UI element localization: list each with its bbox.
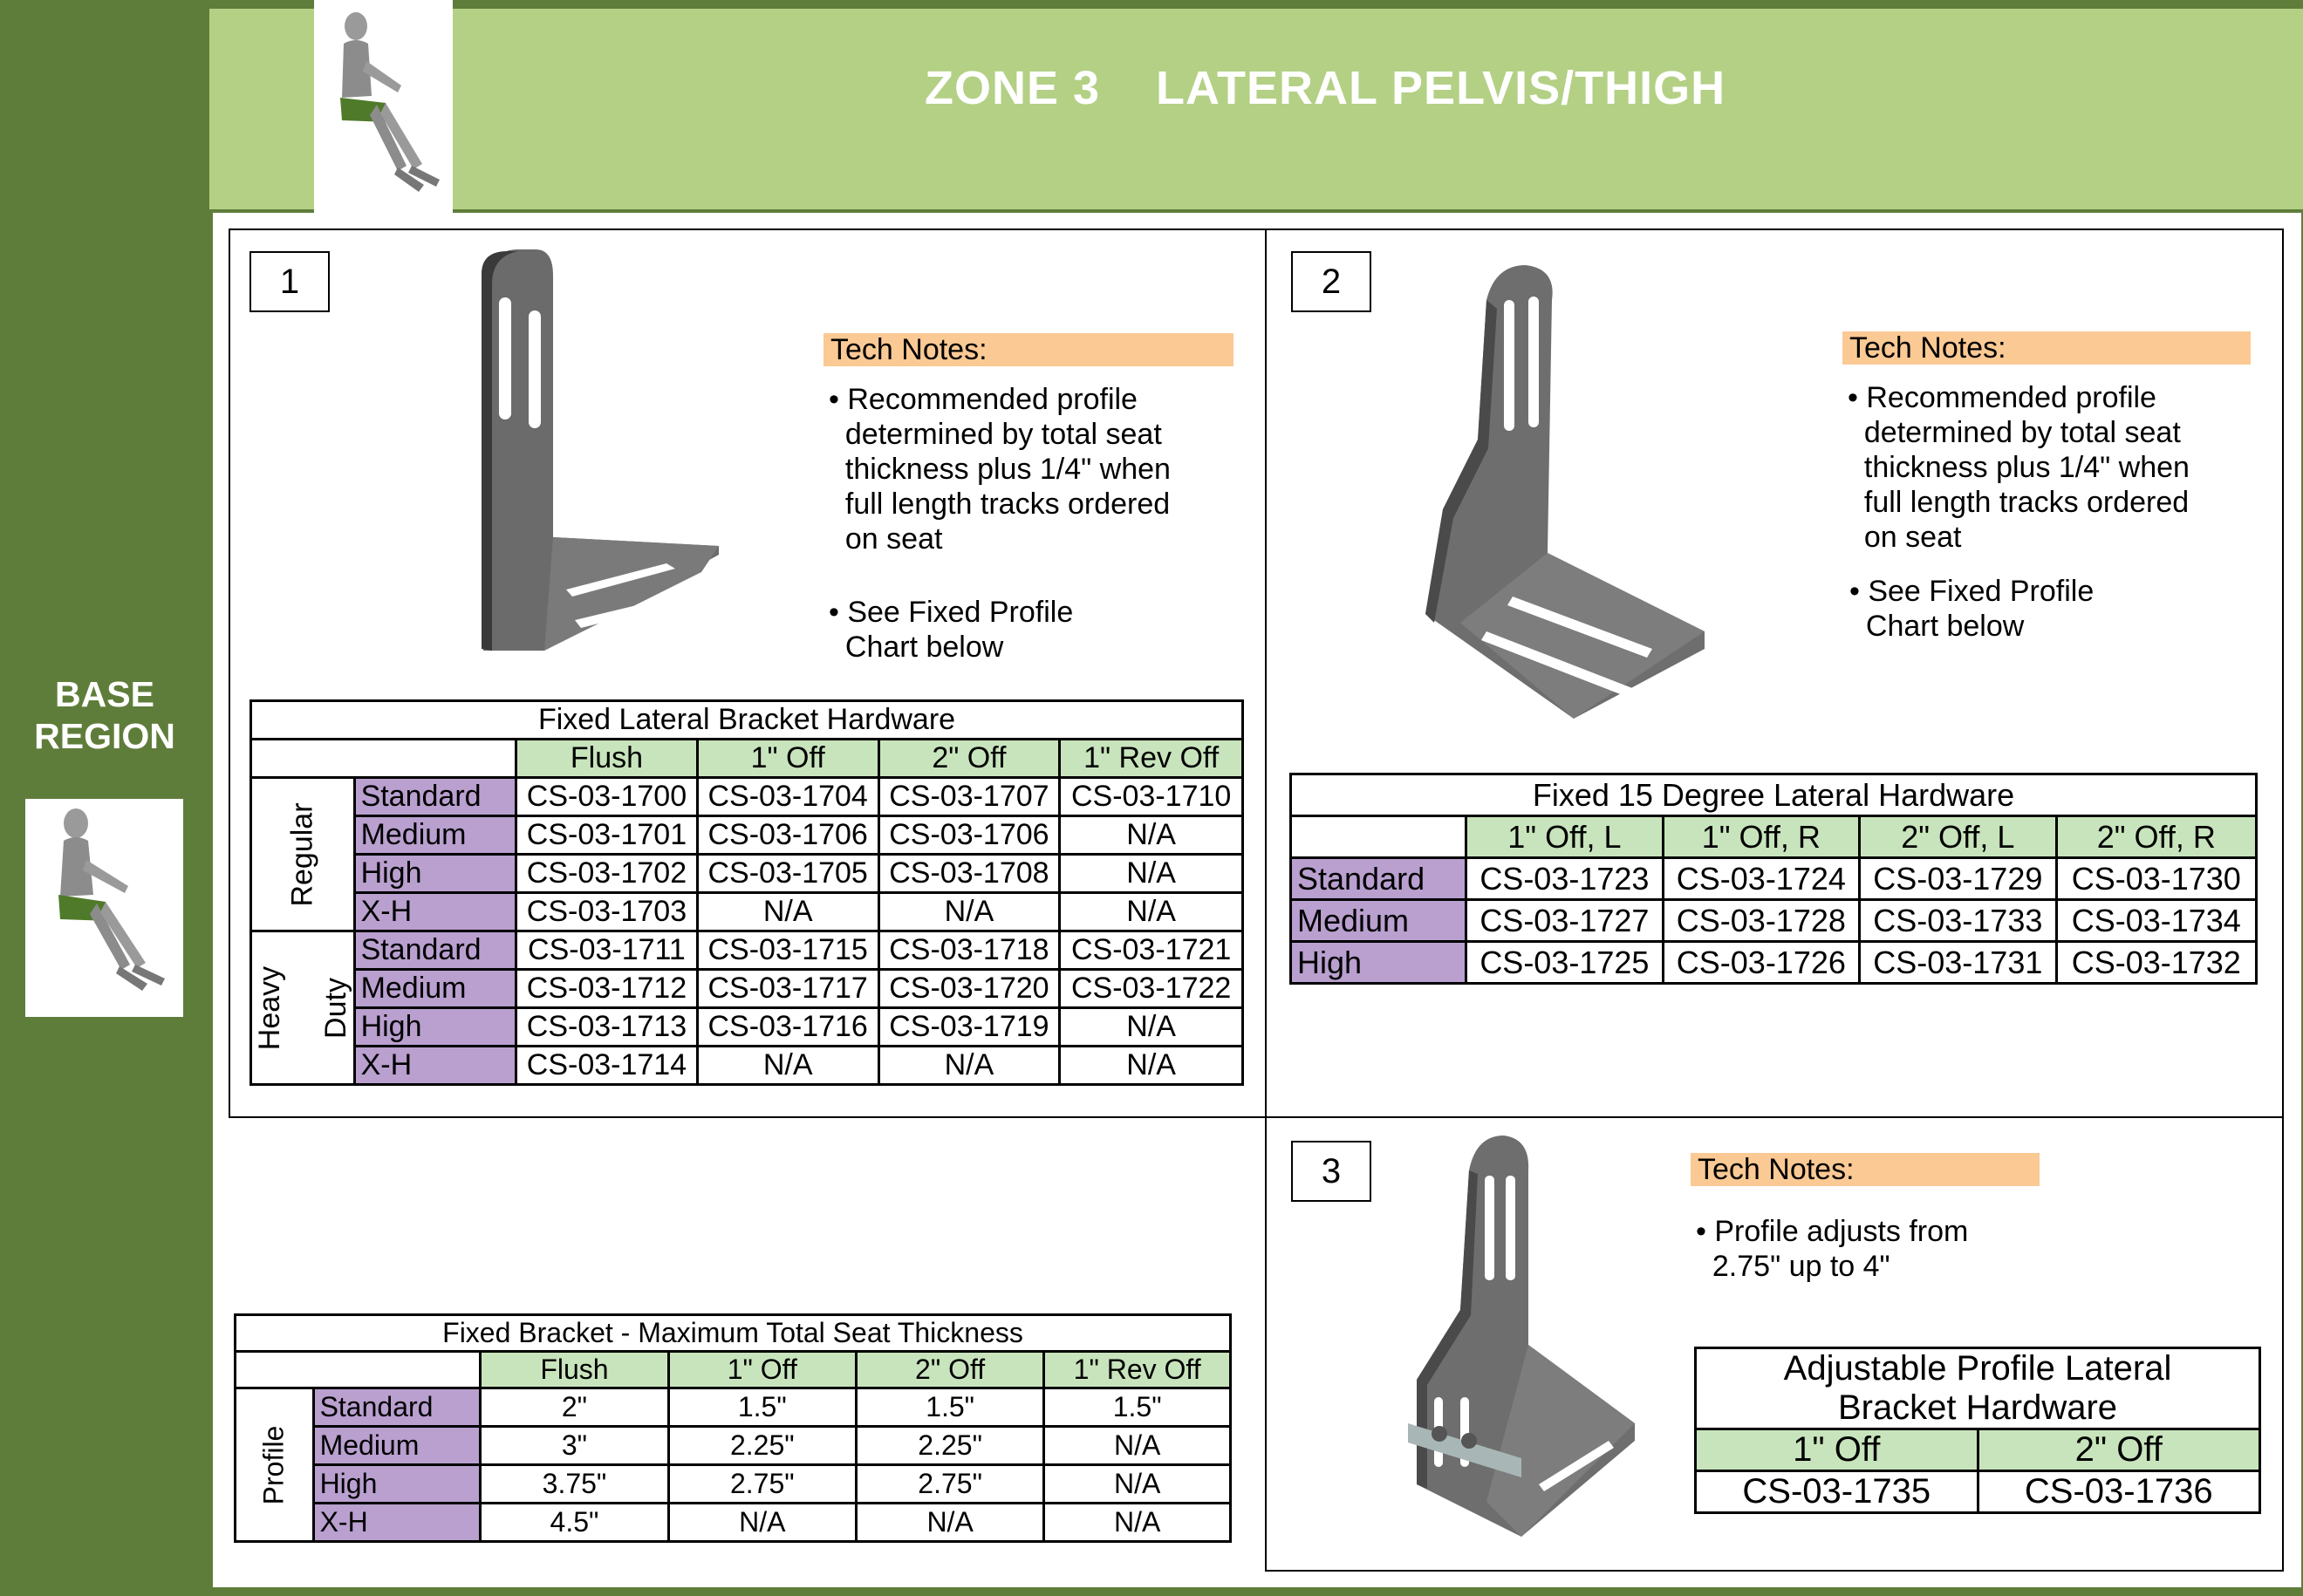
max-seat-thickness-table (234, 1313, 1232, 1543)
row-header: X-H (354, 893, 516, 931)
table-cell: 1.5" (1044, 1388, 1231, 1427)
row-group-line: Duty (318, 977, 352, 1039)
table-cell: CS-03-1728 (1663, 900, 1859, 942)
angled-bracket-image (1373, 265, 1722, 736)
seated-figure-icon (314, 0, 453, 218)
row-group-label (251, 778, 355, 931)
column-header: Flush (481, 1352, 668, 1388)
column-header: 1" Off (697, 740, 878, 778)
row-header: Standard (354, 778, 516, 816)
table-cell: CS-03-1716 (697, 1008, 878, 1047)
table-cell: N/A (1044, 1427, 1231, 1465)
table-cell: N/A (697, 1047, 878, 1085)
column-header: 1" Rev Off (1060, 740, 1243, 778)
row-header: Medium (354, 970, 516, 1008)
row-group-text: Regular (285, 801, 319, 907)
table-cell: CS-03-1706 (697, 816, 878, 855)
table-cell: CS-03-1712 (516, 970, 698, 1008)
l-bracket-image (422, 249, 762, 668)
table-cell: CS-03-1713 (516, 1008, 698, 1047)
table-cell: CS-03-1703 (516, 893, 698, 931)
table-corner (1291, 816, 1466, 858)
fixed-15-degree-lateral-table (1289, 773, 2258, 985)
table-cell: CS-03-1734 (2056, 900, 2256, 942)
row-group-text (253, 965, 352, 1049)
table-cell: CS-03-1706 (878, 816, 1060, 855)
row-group-line: Heavy (252, 965, 286, 1050)
panel-3-number: 3 (1291, 1141, 1371, 1202)
row-header: Standard (354, 931, 516, 970)
table-cell: CS-03-1723 (1466, 858, 1663, 900)
content-area (213, 213, 2301, 1587)
table-cell: CS-03-1707 (878, 778, 1060, 816)
table-cell: 2.75" (668, 1465, 856, 1504)
column-header: 1" Off, R (1663, 816, 1859, 858)
table-cell: CS-03-1736 (1978, 1471, 2260, 1513)
table-cell: 2.25" (668, 1427, 856, 1465)
table-cell: CS-03-1730 (2056, 858, 2256, 900)
table-cell: N/A (878, 1047, 1060, 1085)
row-header: Standard (313, 1388, 481, 1427)
table-cell: CS-03-1719 (878, 1008, 1060, 1047)
table-cell: CS-03-1717 (697, 970, 878, 1008)
row-header: Medium (313, 1427, 481, 1465)
panel-1-note-2: • See Fixed Profile Chart below (829, 596, 1074, 664)
table-cell: 1.5" (668, 1388, 856, 1427)
row-group-label (251, 931, 355, 1085)
table-corner (236, 1352, 481, 1388)
row-header: High (354, 1008, 516, 1047)
table-cell: N/A (668, 1504, 856, 1542)
column-header: Flush (516, 740, 698, 778)
column-header: 1" Rev Off (1044, 1352, 1231, 1388)
panel-1-number: 1 (249, 251, 330, 312)
row-header: X-H (313, 1504, 481, 1542)
adjustable-bracket-image (1382, 1136, 1661, 1554)
column-header: 2" Off (878, 740, 1060, 778)
panel-3-note-1: • Profile adjusts from 2.75" up to 4" (1696, 1215, 1969, 1283)
table-cell: 1.5" (856, 1388, 1043, 1427)
column-header: 2" Off (856, 1352, 1043, 1388)
row-group-text: Profile (257, 1425, 290, 1504)
panel-2-note-1: • Recommended profile determined by total seat thickness plus 1/4" when full length tracks ordered on seat (1848, 381, 2190, 554)
table-cell: CS-03-1724 (1663, 858, 1859, 900)
header (209, 9, 2303, 209)
table-cell: CS-03-1701 (516, 816, 698, 855)
table-cell: CS-03-1733 (1860, 900, 2056, 942)
table-cell: CS-03-1705 (697, 855, 878, 893)
table-cell: N/A (1044, 1504, 1231, 1542)
column-header: 1" Off (1696, 1429, 1978, 1471)
column-header: 2" Off, L (1860, 816, 2056, 858)
table-cell: CS-03-1732 (2056, 942, 2256, 984)
table-title: Fixed Bracket - Maximum Total Seat Thickness (236, 1315, 1231, 1352)
table-cell: N/A (878, 893, 1060, 931)
table-corner (251, 740, 516, 778)
table-cell: CS-03-1708 (878, 855, 1060, 893)
table-cell: N/A (1060, 1047, 1243, 1085)
panel-2-number: 2 (1291, 251, 1371, 312)
table-cell: CS-03-1718 (878, 931, 1060, 970)
column-header: 2" Off, R (2056, 816, 2256, 858)
table-cell: CS-03-1729 (1860, 858, 2056, 900)
table-cell: N/A (1060, 893, 1243, 931)
fixed-lateral-bracket-table (249, 699, 1244, 1086)
row-header: High (354, 855, 516, 893)
table-title: Adjustable Profile Lateral (1696, 1348, 2260, 1389)
table-cell: CS-03-1715 (697, 931, 878, 970)
region-label-line2: REGION (34, 716, 175, 756)
column-header: 1" Off (668, 1352, 856, 1388)
table-cell: N/A (1044, 1465, 1231, 1504)
region-label-line1: BASE (55, 674, 154, 714)
table-cell: CS-03-1722 (1060, 970, 1243, 1008)
table-cell: N/A (1060, 1008, 1243, 1047)
row-header: Standard (1291, 858, 1466, 900)
table-cell: CS-03-1710 (1060, 778, 1243, 816)
adjustable-profile-bracket-table (1694, 1347, 2261, 1514)
row-header: Medium (1291, 900, 1466, 942)
table-cell: CS-03-1702 (516, 855, 698, 893)
column-header: 2" Off (1978, 1429, 2260, 1471)
table-cell: 2.25" (856, 1427, 1043, 1465)
table-cell: N/A (1060, 855, 1243, 893)
table-cell: CS-03-1714 (516, 1047, 698, 1085)
page-title: ZONE 3 LATERAL PELVIS/THIGH (925, 62, 1726, 114)
table-cell: 3" (481, 1427, 668, 1465)
panel-3-tech-notes-title: Tech Notes: (1691, 1153, 2040, 1186)
row-header: High (1291, 942, 1466, 984)
table-title: Bracket Hardware (1696, 1388, 2260, 1429)
table-cell: N/A (856, 1504, 1043, 1542)
table-cell: CS-03-1721 (1060, 931, 1243, 970)
table-title: Fixed Lateral Bracket Hardware (251, 701, 1243, 740)
sidebar (0, 0, 209, 1596)
table-cell: 2" (481, 1388, 668, 1427)
table-cell: CS-03-1704 (697, 778, 878, 816)
panel-1-tech-notes-title: Tech Notes: (823, 333, 1234, 366)
table-cell: N/A (1060, 816, 1243, 855)
panel-2-tech-notes-title: Tech Notes: (1842, 331, 2251, 365)
table-cell: CS-03-1700 (516, 778, 698, 816)
table-cell: 3.75" (481, 1465, 668, 1504)
panel-2-note-2: • See Fixed Profile Chart below (1849, 575, 2095, 643)
table-cell: 2.75" (856, 1465, 1043, 1504)
table-cell: CS-03-1726 (1663, 942, 1859, 984)
row-header: Medium (354, 816, 516, 855)
row-header: High (313, 1465, 481, 1504)
table-cell: CS-03-1725 (1466, 942, 1663, 984)
table-title: Fixed 15 Degree Lateral Hardware (1291, 774, 2257, 816)
region-label (0, 673, 209, 757)
table-cell: CS-03-1727 (1466, 900, 1663, 942)
table-cell: CS-03-1711 (516, 931, 698, 970)
row-group-label (236, 1388, 314, 1542)
table-cell: 4.5" (481, 1504, 668, 1542)
seated-figure-icon (25, 799, 183, 1017)
table-cell: CS-03-1720 (878, 970, 1060, 1008)
column-header: 1" Off, L (1466, 816, 1663, 858)
table-cell: CS-03-1735 (1696, 1471, 1978, 1513)
table-cell: CS-03-1731 (1860, 942, 2056, 984)
panel-1-note-1: • Recommended profile determined by total seat thickness plus 1/4" when full length tracks ordered on seat (829, 383, 1171, 556)
table-cell: N/A (697, 893, 878, 931)
row-header: X-H (354, 1047, 516, 1085)
